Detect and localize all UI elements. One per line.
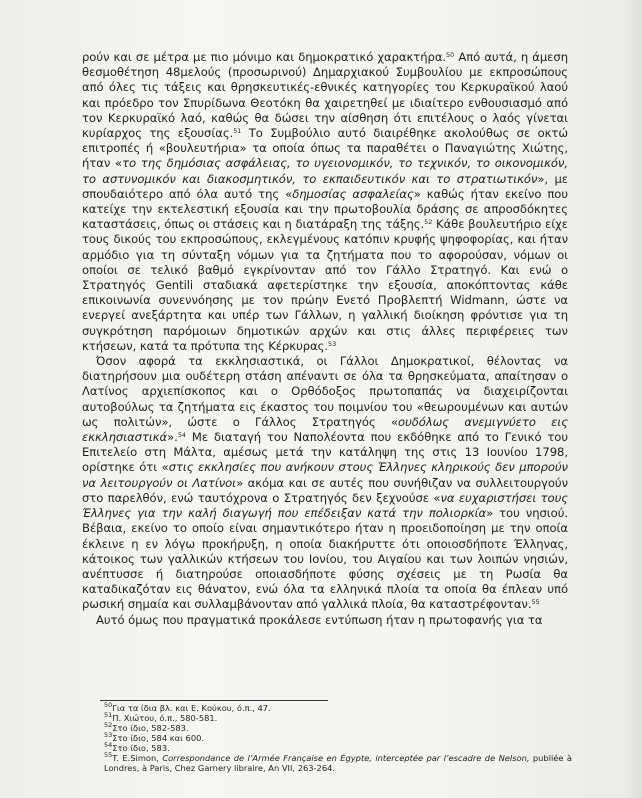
- footnote-54: [104, 743, 572, 753]
- footnote-text: Π. Χιώτου, ό.π., 580-581.: [112, 713, 218, 723]
- footnote-number: 50: [104, 701, 113, 709]
- text-run: Από αυτά, η άμεση θεσμοθέτηση 48μελούς (προσωρινού) Δημαρχιακού Συμβουλίου με εκπροσώπους από όλες τις τάξεις και θρησκευτικές-εθνικές κατηγορίες του Κερκυραϊκού λαού και πρόεδρο τον Σπυρίδωνα Θεοτόκη θα χαιρετηθεί με ιδιαίτερο ενθουσιασμό από τον Κερκυραϊκό λαό, καθώς θα δώσει την αίσθηση ότι επιτέλους ο λαός γίνεται κυρίαρχος της εξουσίας.: [82, 50, 568, 141]
- text-run: Κάθε βουλευτήριο είχε τους δικούς του εκπροσώπους, εκλεγμένους κατόπιν κρυφής ψηφοφορίας, και ήταν αρμόδιο για τη σύνταξη νόμων για τα ζητήματα που το αφορούσαν, νόμων οι οποίοι σε τελικό βαθμό εγκρίνονταν από τον Γάλλο Στρατηγό. Και ενώ ο Στρατηγός Gentili σταδιακά αφετερίστηκε την εξουσία, αποκόπτοντας κάθε επικοινωνία συνεννόησης με τον πρώην Ενετό Προβλεπτή Widmann, ώστε να ενεργεί ανεξάρτητα και υπέρ των Γάλλων, η γαλλική διοίκηση φρόντισε για τη συγκρότηση παρόμοιων δημοτικών αρχών και στις άλλες περιφέρειες των κτήσεων, κατά τα πρότυπα της Κέρκυρας.: [82, 217, 568, 353]
- text-run: » του νησιού. Βέβαια, εκείνο το οποίο είναι σημαντικότερο ήταν η προειδοποίηση με την οποία έκλεινε η εν λόγω προκήρυξη, η οποία διακήρυττε ότι οποιοσδήποτε Έλληνας, κάτοικος των γαλλικών κτήσεων του Ιονίου, του Αιγαίου και των λοιπών νησιών, ανέπτυσσε ή διατηρούσε οποιασδήποτε φύσης σχέσεις με τη Ρωσία θα καταδικαζόταν εις θάνατον, ενώ όλα τα ελληνικά πλοία τα οποία θα έπλεαν υπό ρωσική σημαία και συλλαμβάνονταν από γαλλικά πλοία, θα καταστρέφονταν.: [82, 506, 568, 612]
- text-run: Το Συμβούλιο αυτό διαιρέθηκε ακολούθως σε οκτώ επιτροπές ή «βουλευτήρια» τα οποία όπως τα παραθέτει ο Παναγιώτης Χιώτης, ήταν «: [82, 126, 568, 171]
- footnote-text: T. E.Simon,: [112, 753, 163, 763]
- footnote-ref[interactable]: 53: [328, 339, 337, 348]
- text-run: » ακόμα και σε αυτές που συνήθιζαν να συλλειτουργούν στο παρελθόν, ενώ ταυτόχρονα ο Στρατηγός δεν ξεχνούσε «: [82, 475, 568, 505]
- text-run: Με διαταγή του Ναπολέοντα που εκδόθηκε από το Γενικό του Επιτελείο στη Μάλτα, αμέσως μετά την κατάληψη της στις 13 Ιουνίου 1798, ορίστηκε ότι «: [82, 430, 568, 475]
- quote-italic: το της δημόσιας ασφάλειας, το υγειονομικόν, το τεχνικόν, το οικονομικόν, το αστυνομικόν και διακοσμητικόν, το εκπαιδευτικόν και το στρατιωτικόν: [82, 156, 568, 186]
- text-run: » καθώς ήταν εκείνο που κατείχε την εκτελεστική εξουσία και την πρωτοβουλία δράσης σε απροσδόκητες καταστάσεις, όπως οι στάσεις και η διατάραξη της τάξης.: [82, 186, 568, 232]
- footnote-number: 51: [104, 711, 113, 719]
- footnote-ref[interactable]: 50: [446, 51, 455, 59]
- footnote-number: 55: [104, 751, 113, 759]
- footnote-ref[interactable]: 55: [531, 598, 540, 607]
- text-run: », με σπουδαιότερο από όλα αυτό της «: [82, 171, 568, 201]
- footnote-text: Στο ίδιο, 584 και 600.: [112, 733, 205, 743]
- footnote-separator: [100, 700, 328, 701]
- footnote-text: publiée à Londres, à Paris, Chez Garnery libraire, An VII, 263-264.: [104, 753, 572, 773]
- footnote-ref[interactable]: 52: [424, 218, 433, 227]
- paragraph-2: [82, 354, 568, 612]
- text-run: ».: [167, 430, 178, 445]
- footnote-ref[interactable]: 54: [177, 431, 186, 440]
- footnote-title-italic: Correspondance de l’Armée Française en Égypte, interceptée par l’escadre de Nelson,: [162, 753, 530, 763]
- page-edge-shadow: [624, 0, 642, 798]
- footnote-text: Στο ίδιο, 583.: [112, 743, 170, 753]
- footnote-text: Στο ίδιο, 582-583.: [112, 723, 189, 733]
- paragraph-1: [82, 50, 568, 354]
- footnote-number: 54: [104, 741, 113, 749]
- footnote-ref[interactable]: 51: [233, 127, 242, 136]
- footnote-51: [104, 713, 572, 723]
- footnote-55: [104, 753, 572, 773]
- footnote-text: Για τα ίδια βλ. και Ε. Κούκου, ό.π., 47.: [112, 703, 271, 713]
- footnote-50: [104, 703, 572, 713]
- footnote-number: 53: [104, 731, 113, 739]
- footnote-52: [104, 723, 572, 733]
- quote-italic: δημοσίας ασφαλείας: [292, 186, 414, 201]
- quote-italic: ουδόλως ανεμιγνύετο εις εκκλησιαστικά: [82, 414, 568, 445]
- footnote-53: [104, 733, 572, 743]
- text-run: ρούν και σε μέτρα με πιο μόνιμο και δημοκρατικό χαρακτήρα.: [82, 50, 447, 64]
- text-run: Όσον αφορά τα εκκλησιαστικά, οι Γάλλοι Δημοκρατικοί, θέλοντας να διατηρήσουν μια ουδέτερη στάση απέναντι σε όλα τα θρησκεύματα, απαίτησαν ο Λατίνος αρχιεπίσκοπος και ο Ορθόδοξος πρωτοπαπάς να διαχειρίζονται αυτοβούλως τα ζητήματα εις έκαστος του ποιμνίου του «θεωρουμένων και αυτών ως πολιτών», ώστε ο Γάλλος Στρατηγός «: [82, 354, 568, 429]
- footnotes: [104, 703, 572, 773]
- body-text: [82, 50, 568, 628]
- footnote-number: 52: [104, 721, 113, 729]
- quote-italic: να ευχαριστήσει τους Έλληνες για την καλή διαγωγή που επέδειξαν κατά την πολιορκία: [82, 490, 568, 521]
- quote-italic: στις εκκλησίες που ανήκουν στους Έλληνες κληρικούς δεν μπορούν να λειτουργούν οι Λατίνοι: [82, 460, 568, 490]
- text-run: Αυτό όμως που πραγματικά προκάλεσε εντύπωση ήταν η πρωτοφανής για τα: [96, 612, 543, 627]
- paragraph-3: [82, 613, 568, 628]
